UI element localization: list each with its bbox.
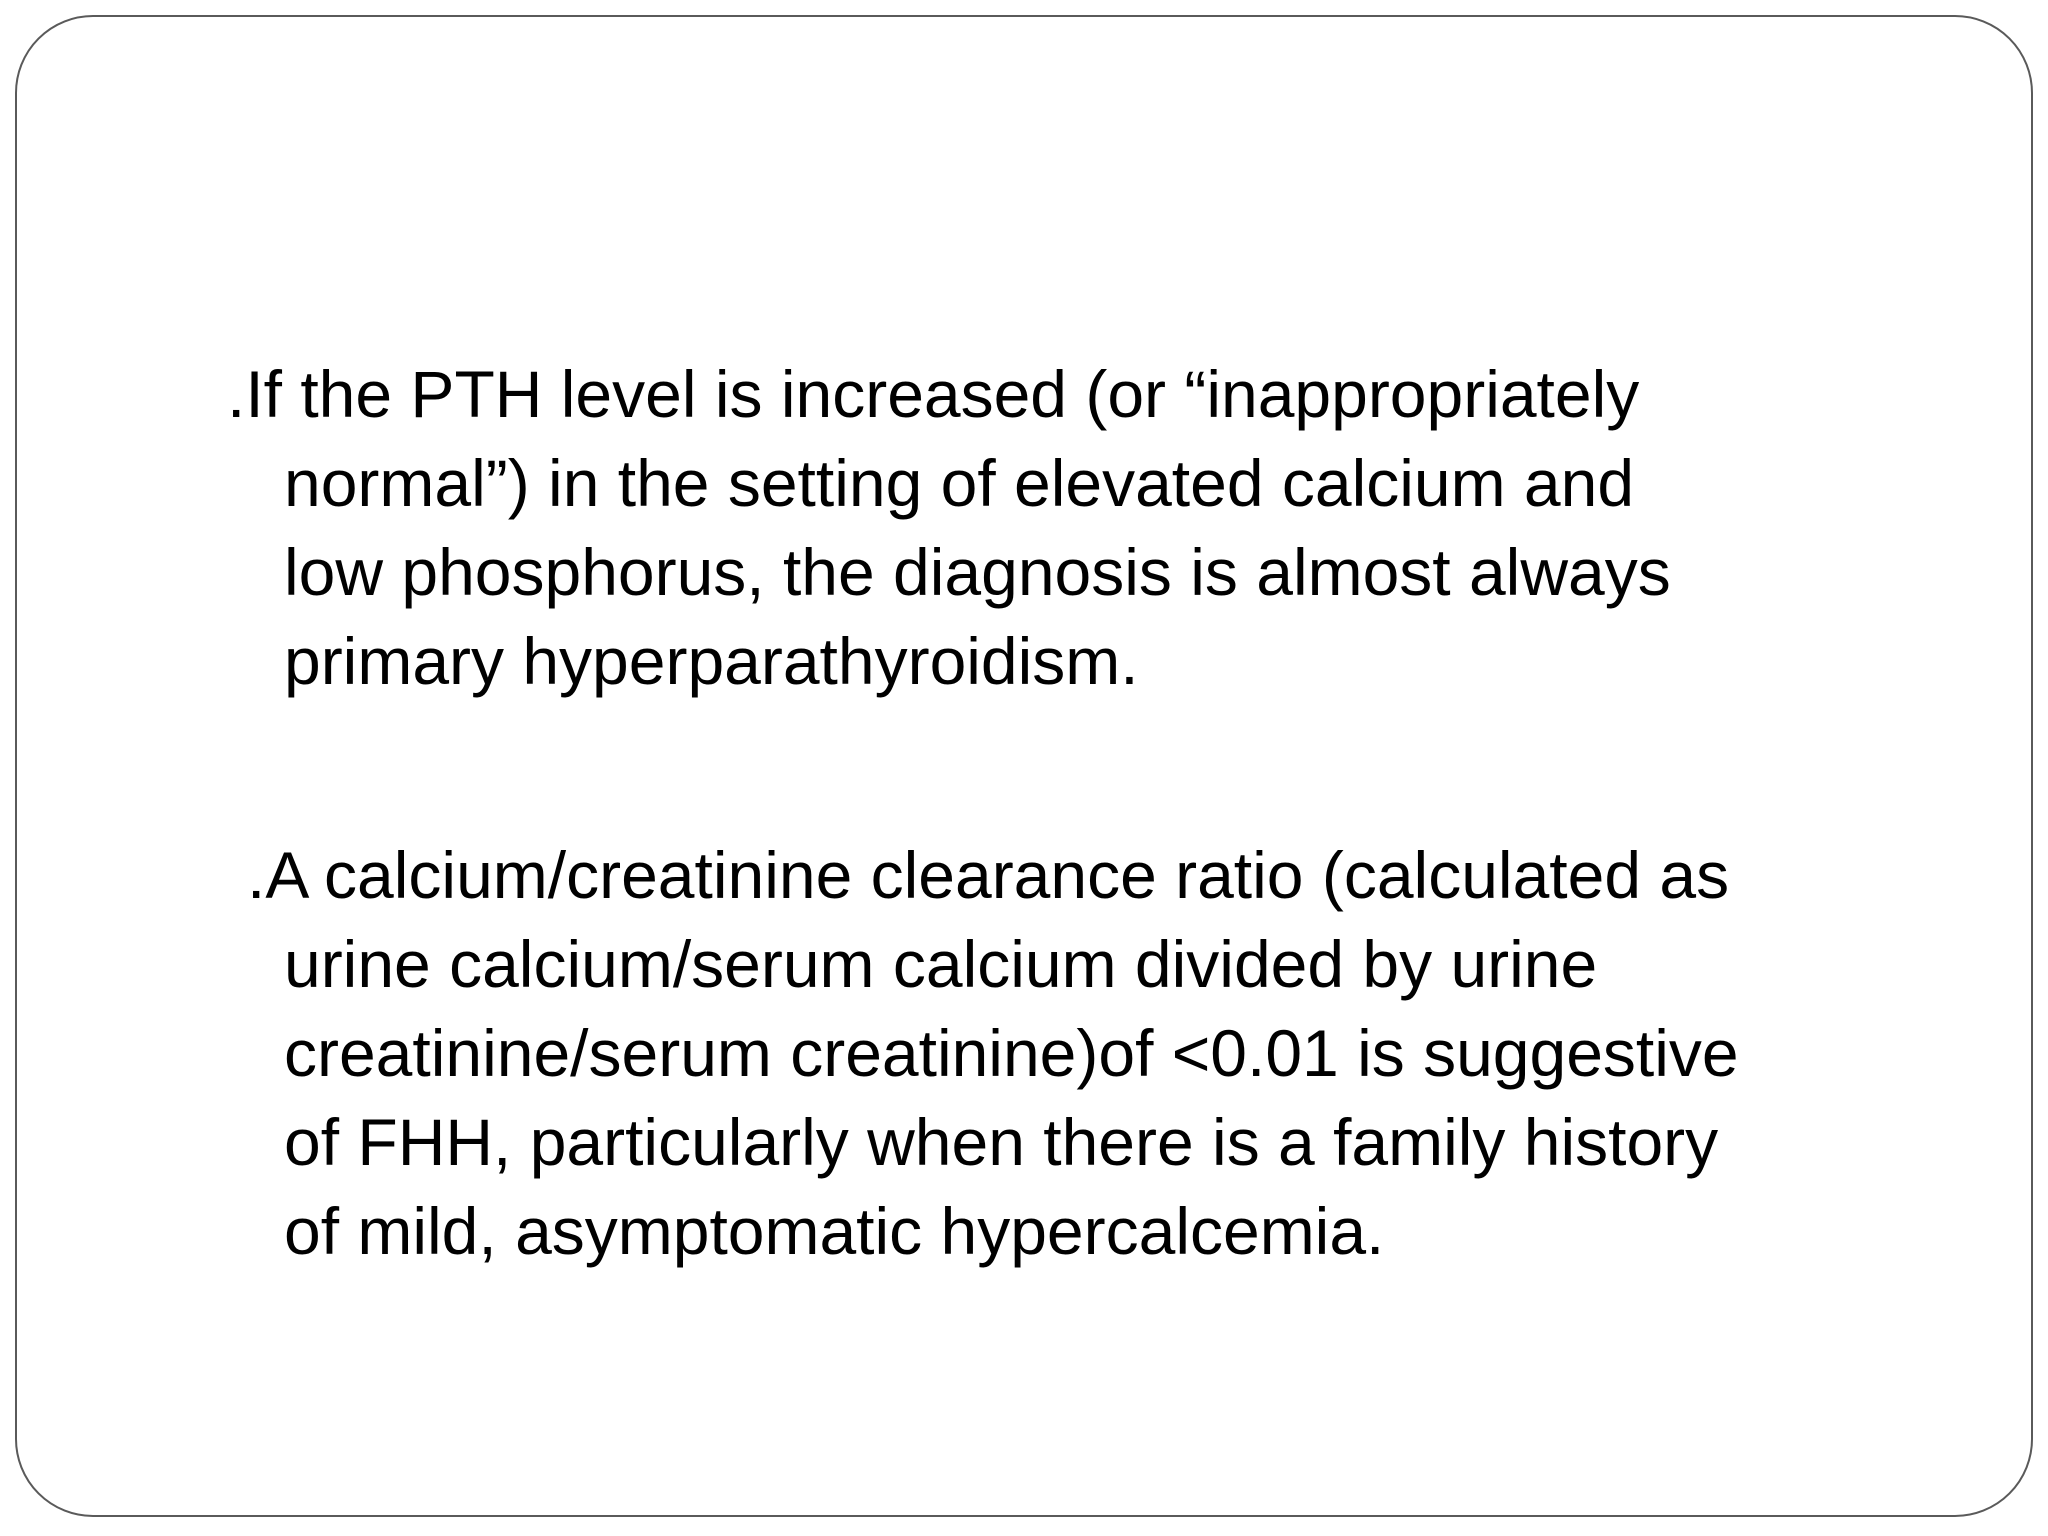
paragraph-pth-diagnosis: [227, 350, 1671, 706]
text-line: normal”) in the setting of elevated calcium and: [284, 446, 1635, 520]
text-line: of FHH, particularly when there is a family history: [284, 1105, 1719, 1179]
slide-frame: [15, 15, 2033, 1517]
text-line: low phosphorus, the diagnosis is almost always: [284, 535, 1671, 609]
text-line: creatinine/serum creatinine)of <0.01 is suggestive: [284, 1016, 1739, 1090]
text-line: .A calcium/creatinine clearance ratio (calculated as: [247, 838, 1730, 912]
text-line: urine calcium/serum calcium divided by urine: [284, 927, 1598, 1001]
paragraph-clearance-ratio: [247, 831, 1739, 1276]
text-line: .If the PTH level is increased (or “inappropriately: [227, 357, 1640, 431]
text-line: of mild, asymptomatic hypercalcemia.: [284, 1194, 1385, 1268]
text-line: primary hyperparathyroidism.: [284, 624, 1139, 698]
slide-content: [17, 17, 2031, 1515]
